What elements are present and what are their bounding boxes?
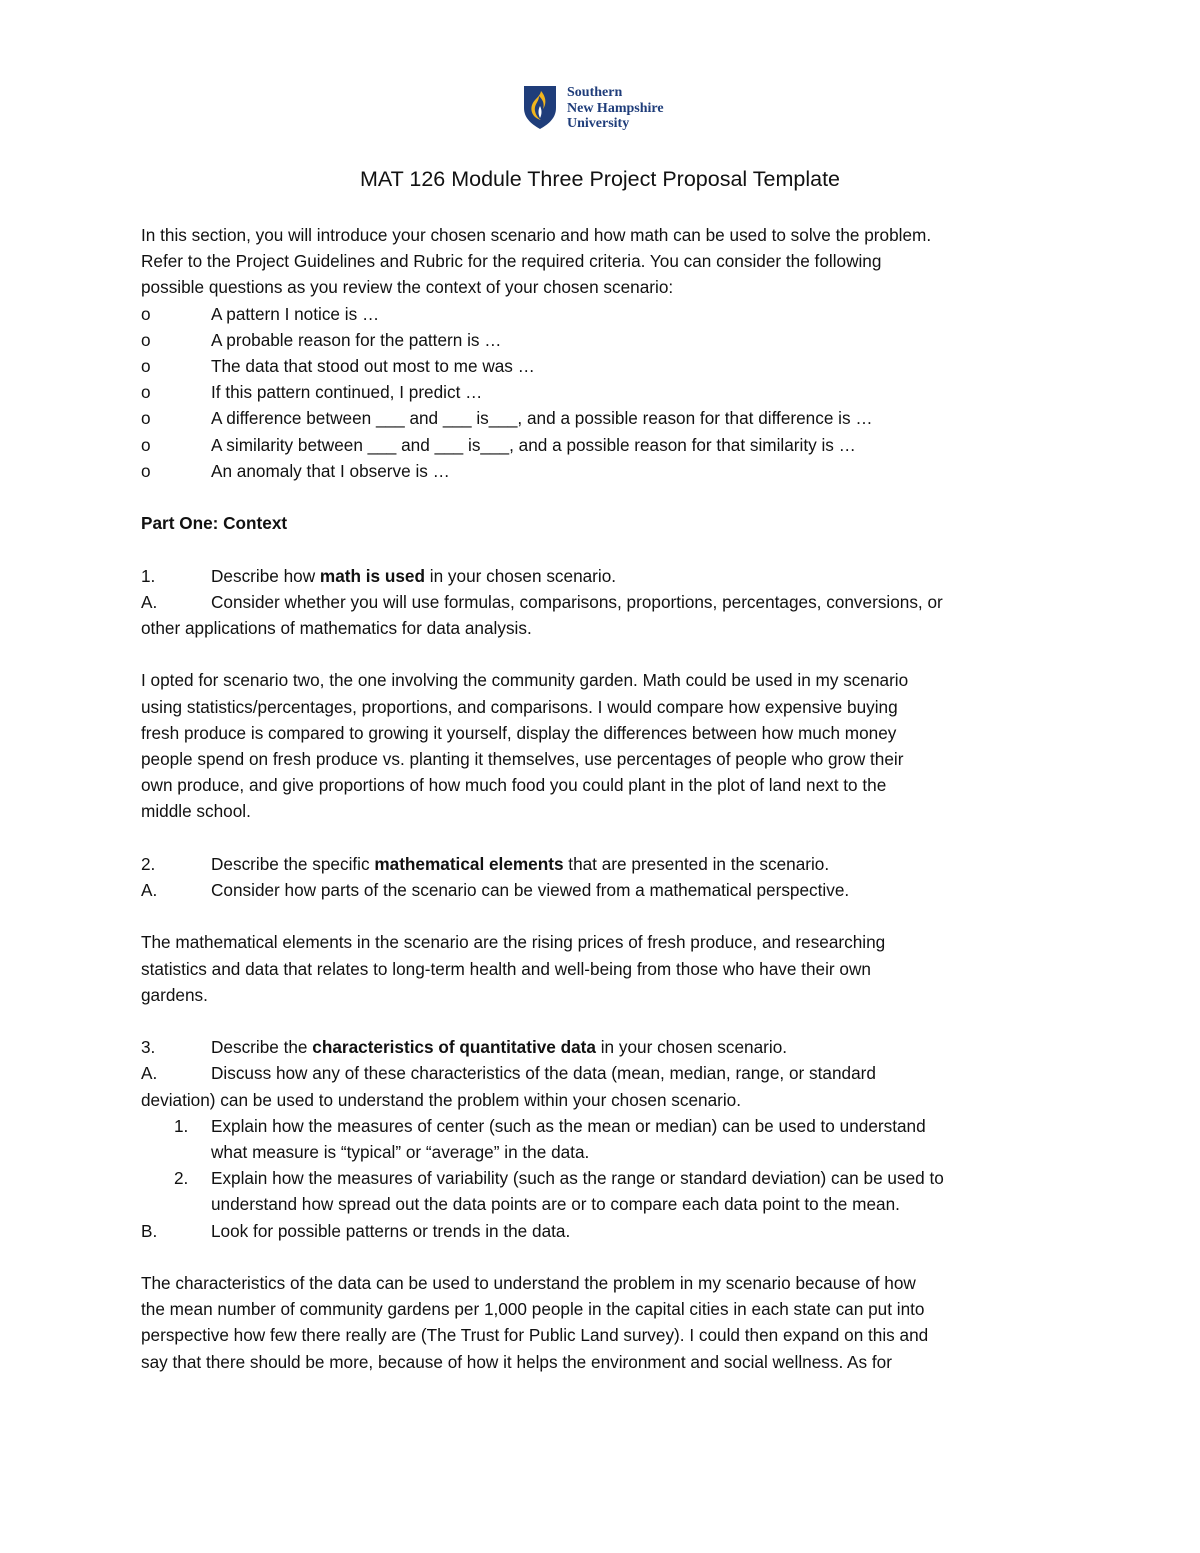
question-3-hint-b: B. Look for possible patterns or trends in the data. [141,1218,1071,1244]
answer-line: perspective how few there really are (The Trust for Public Land survey). I could then expand on this and [141,1325,929,1346]
answer-line: statistics and data that relates to long-term health and well-being from those who have their own [141,958,871,979]
intro-line: In this section, you will introduce your chosen scenario and how math can be used to solve the problem. [141,225,932,245]
question-number: 3. [141,1037,156,1058]
list-item: o A probable reason for the pattern is … [141,327,1071,353]
answer-line: people spend on fresh produce vs. planting it themselves, use percentages of people who grow their [141,749,904,770]
sub-item-2: 2. Explain how the measures of variability (such as the range or standard deviation) can be used to understand how spread out the data points are or to compare each data point to the mean. [174,1165,1071,1217]
bullet-marker: o [141,303,151,324]
list-item: o The data that stood out most to me was … [141,353,1071,379]
emphasis-text: characteristics of quantitative data [312,1037,596,1058]
answer-line: using statistics/percentages, proportions, and comparisons. I would compare how expensive buying [141,696,898,717]
bullet-marker: o [141,356,151,377]
emphasis-text: mathematical elements [374,853,564,874]
page-title: MAT 126 Module Three Project Proposal Template [359,167,841,191]
question-2-hint: A. Consider how parts of the scenario can be viewed from a mathematical perspective. [141,877,1071,903]
logo-wordmark: Southern New Hampshire University [567,85,664,131]
intro-line: possible questions as you review the context of your chosen scenario: [141,277,674,298]
answer-line: I opted for scenario two, the one involving the community garden. Math could be used in my scenario [141,670,909,691]
answer-line: say that there should be more, because of how it helps the environment and social wellness. As for [141,1351,892,1372]
question-2: 2. Describe the specific mathematical elements that are presented in the scenario. [141,851,1071,877]
hint-marker: A. [141,880,158,901]
shield-flame-icon [522,84,558,130]
intro-line: Refer to the Project Guidelines and Rubric for the required criteria. You can consider the following [141,251,882,272]
hint-marker: A. [141,591,158,612]
emphasis-text: math is used [319,565,425,586]
hint-marker: A. [141,1063,158,1084]
answer-line: The characteristics of the data can be used to understand the problem in my scenario because of how [141,1273,916,1294]
question-3: 3. Describe the characteristics of quantitative data in your chosen scenario. [141,1034,1071,1060]
answer-line: middle school. [141,801,251,822]
question-1-hint: A. Consider whether you will use formulas, comparisons, proportions, percentages, conversions, or [141,589,1071,615]
list-item: o A similarity between ___ and ___ is___, and a possible reason for that similarity is … [141,432,1071,458]
sub-item-1: 1. Explain how the measures of center (such as the mean or median) can be used to understand what measure is “typical” or “average” in the data. [174,1113,1071,1165]
bullet-marker: o [141,329,151,350]
bullet-marker: o [141,408,151,429]
hint-continuation: deviation) can be used to understand the problem within your chosen scenario. [141,1089,742,1110]
hint-marker: B. [141,1220,158,1241]
bullet-marker: o [141,460,151,481]
answer-line: The mathematical elements in the scenario are the rising prices of fresh produce, and researching [141,932,886,953]
list-item: o A pattern I notice is … [141,301,1071,327]
document-body [141,222,1071,1375]
question-number: 2. [141,853,156,874]
sub-number: 1. [174,1115,189,1136]
bullet-marker: o [141,382,151,403]
answer-line: fresh produce is compared to growing it yourself, display the differences between how much money [141,722,897,743]
answer-line: own produce, and give proportions of how much food you could plant in the plot of land next to the [141,775,887,796]
answer-line: the mean number of community gardens per 1,000 people in the capital cities in each state can put into [141,1299,925,1320]
answer-line: gardens. [141,984,208,1005]
list-item: o A difference between ___ and ___ is___, and a possible reason for that difference is … [141,405,1071,431]
question-3-hint-a: A. Discuss how any of these characteristics of the data (mean, median, range, or standard [141,1060,1071,1086]
question-1: 1. Describe how math is used in your chosen scenario. [141,563,1071,589]
list-item: o An anomaly that I observe is … [141,458,1071,484]
bullet-marker: o [141,434,151,455]
section-heading: Part One: Context [141,513,288,534]
sub-number: 2. [174,1168,189,1189]
hint-continuation: other applications of mathematics for data analysis. [141,618,532,639]
question-number: 1. [141,565,156,586]
list-item: o If this pattern continued, I predict … [141,379,1071,405]
